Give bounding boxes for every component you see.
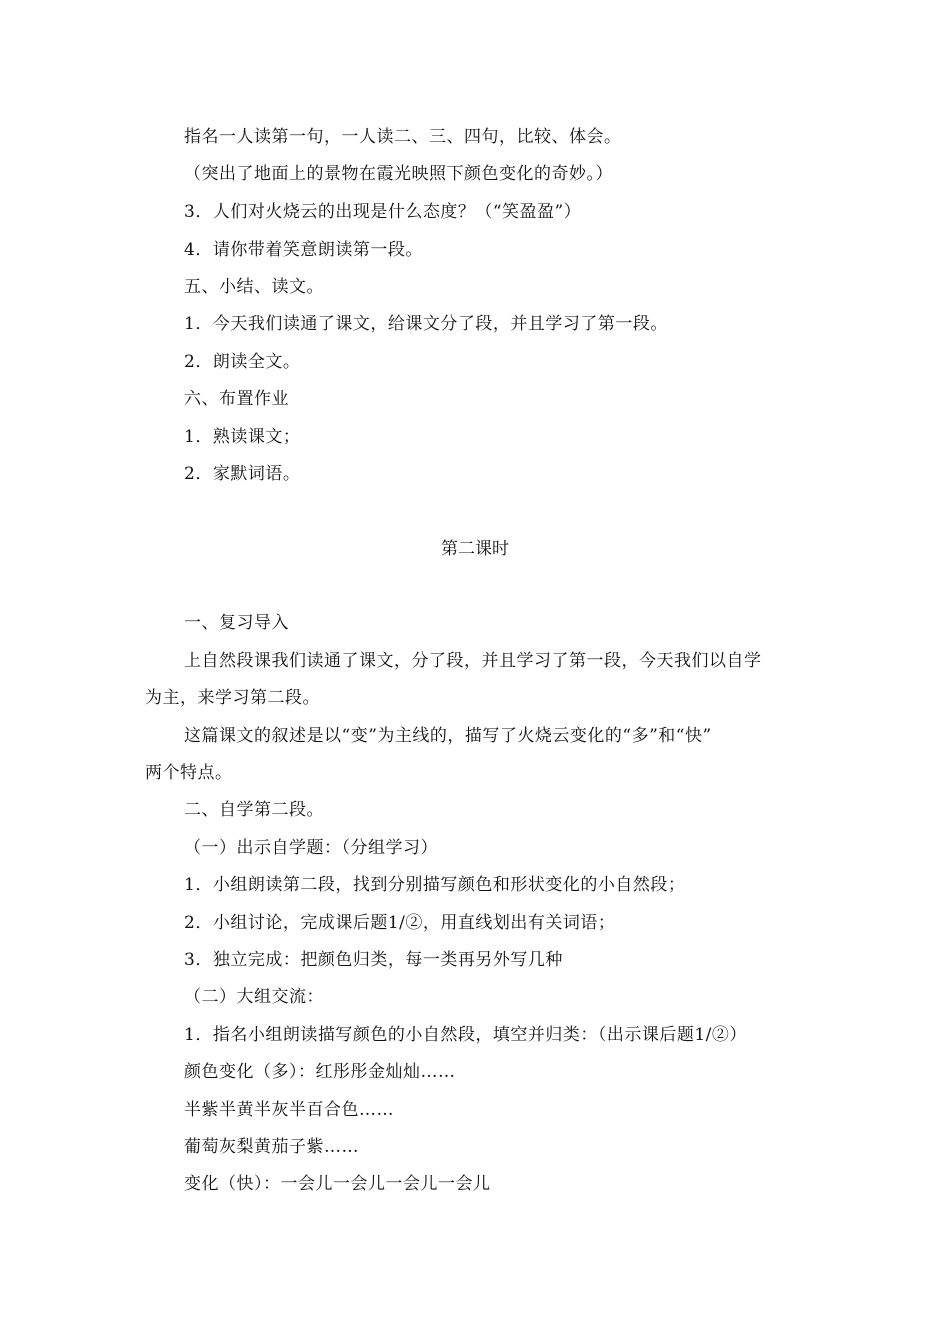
list-item: 1．小组朗读第二段，找到分别描写颜色和形状变化的小自然段； [184,875,686,895]
list-item: 1．指名小组朗读描写颜色的小自然段，填空并归类：（出示课后题1/②） [184,1025,747,1045]
section-heading: 五、小结、读文。 [184,277,324,297]
paragraph-line: 这篇课文的叙述是以“变”为主线的，描写了火烧云变化的“多”和“快” [184,726,712,746]
text-line: 葡萄灰梨黄茄子紫…… [184,1137,359,1157]
section-heading: 六、布置作业 [184,389,289,409]
paragraph-line: 为主，来学习第二段。 [145,688,320,708]
text-line: 变化（快）：一会儿一会儿一会儿一会儿 [184,1174,491,1194]
subheading: （二）大组交流： [184,987,324,1007]
subheading: （一）出示自学题：（分组学习） [184,838,438,858]
paragraph-line: 上自然段课我们读通了课文，分了段，并且学习了第一段，今天我们以自学 [184,651,762,671]
text-line: （突出了地面上的景物在霞光映照下颜色变化的奇妙。） [184,164,613,184]
text-line: 2．朗读全文。 [184,352,301,372]
text-line: 颜色变化（多）：红彤彤金灿灿…… [184,1062,456,1082]
text-line: 指名一人读第一句，一人读二、三、四句，比较、体会。 [184,127,622,147]
text-line: 4．请你带着笑意朗读第一段。 [184,240,423,260]
section-heading: 二、自学第二段。 [184,800,324,820]
list-item: 2．小组讨论，完成课后题1/②，用直线划出有关词语； [184,913,616,933]
text-line: 半紫半黄半灰半百合色…… [184,1100,394,1120]
lesson-title: 第二课时 [441,539,509,559]
text-line: 1．今天我们读通了课文，给课文分了段，并且学习了第一段。 [184,314,668,334]
paragraph-line: 两个特点。 [145,763,233,783]
text-line: 3．人们对火烧云的出现是什么态度？（“笑盈盈”） [184,202,582,222]
list-item: 3．独立完成：把颜色归类，每一类再另外写几种 [184,950,563,970]
section-heading: 一、复习导入 [184,613,289,633]
text-line: 1．熟读课文； [184,427,301,447]
text-line: 2．家默词语。 [184,464,301,484]
